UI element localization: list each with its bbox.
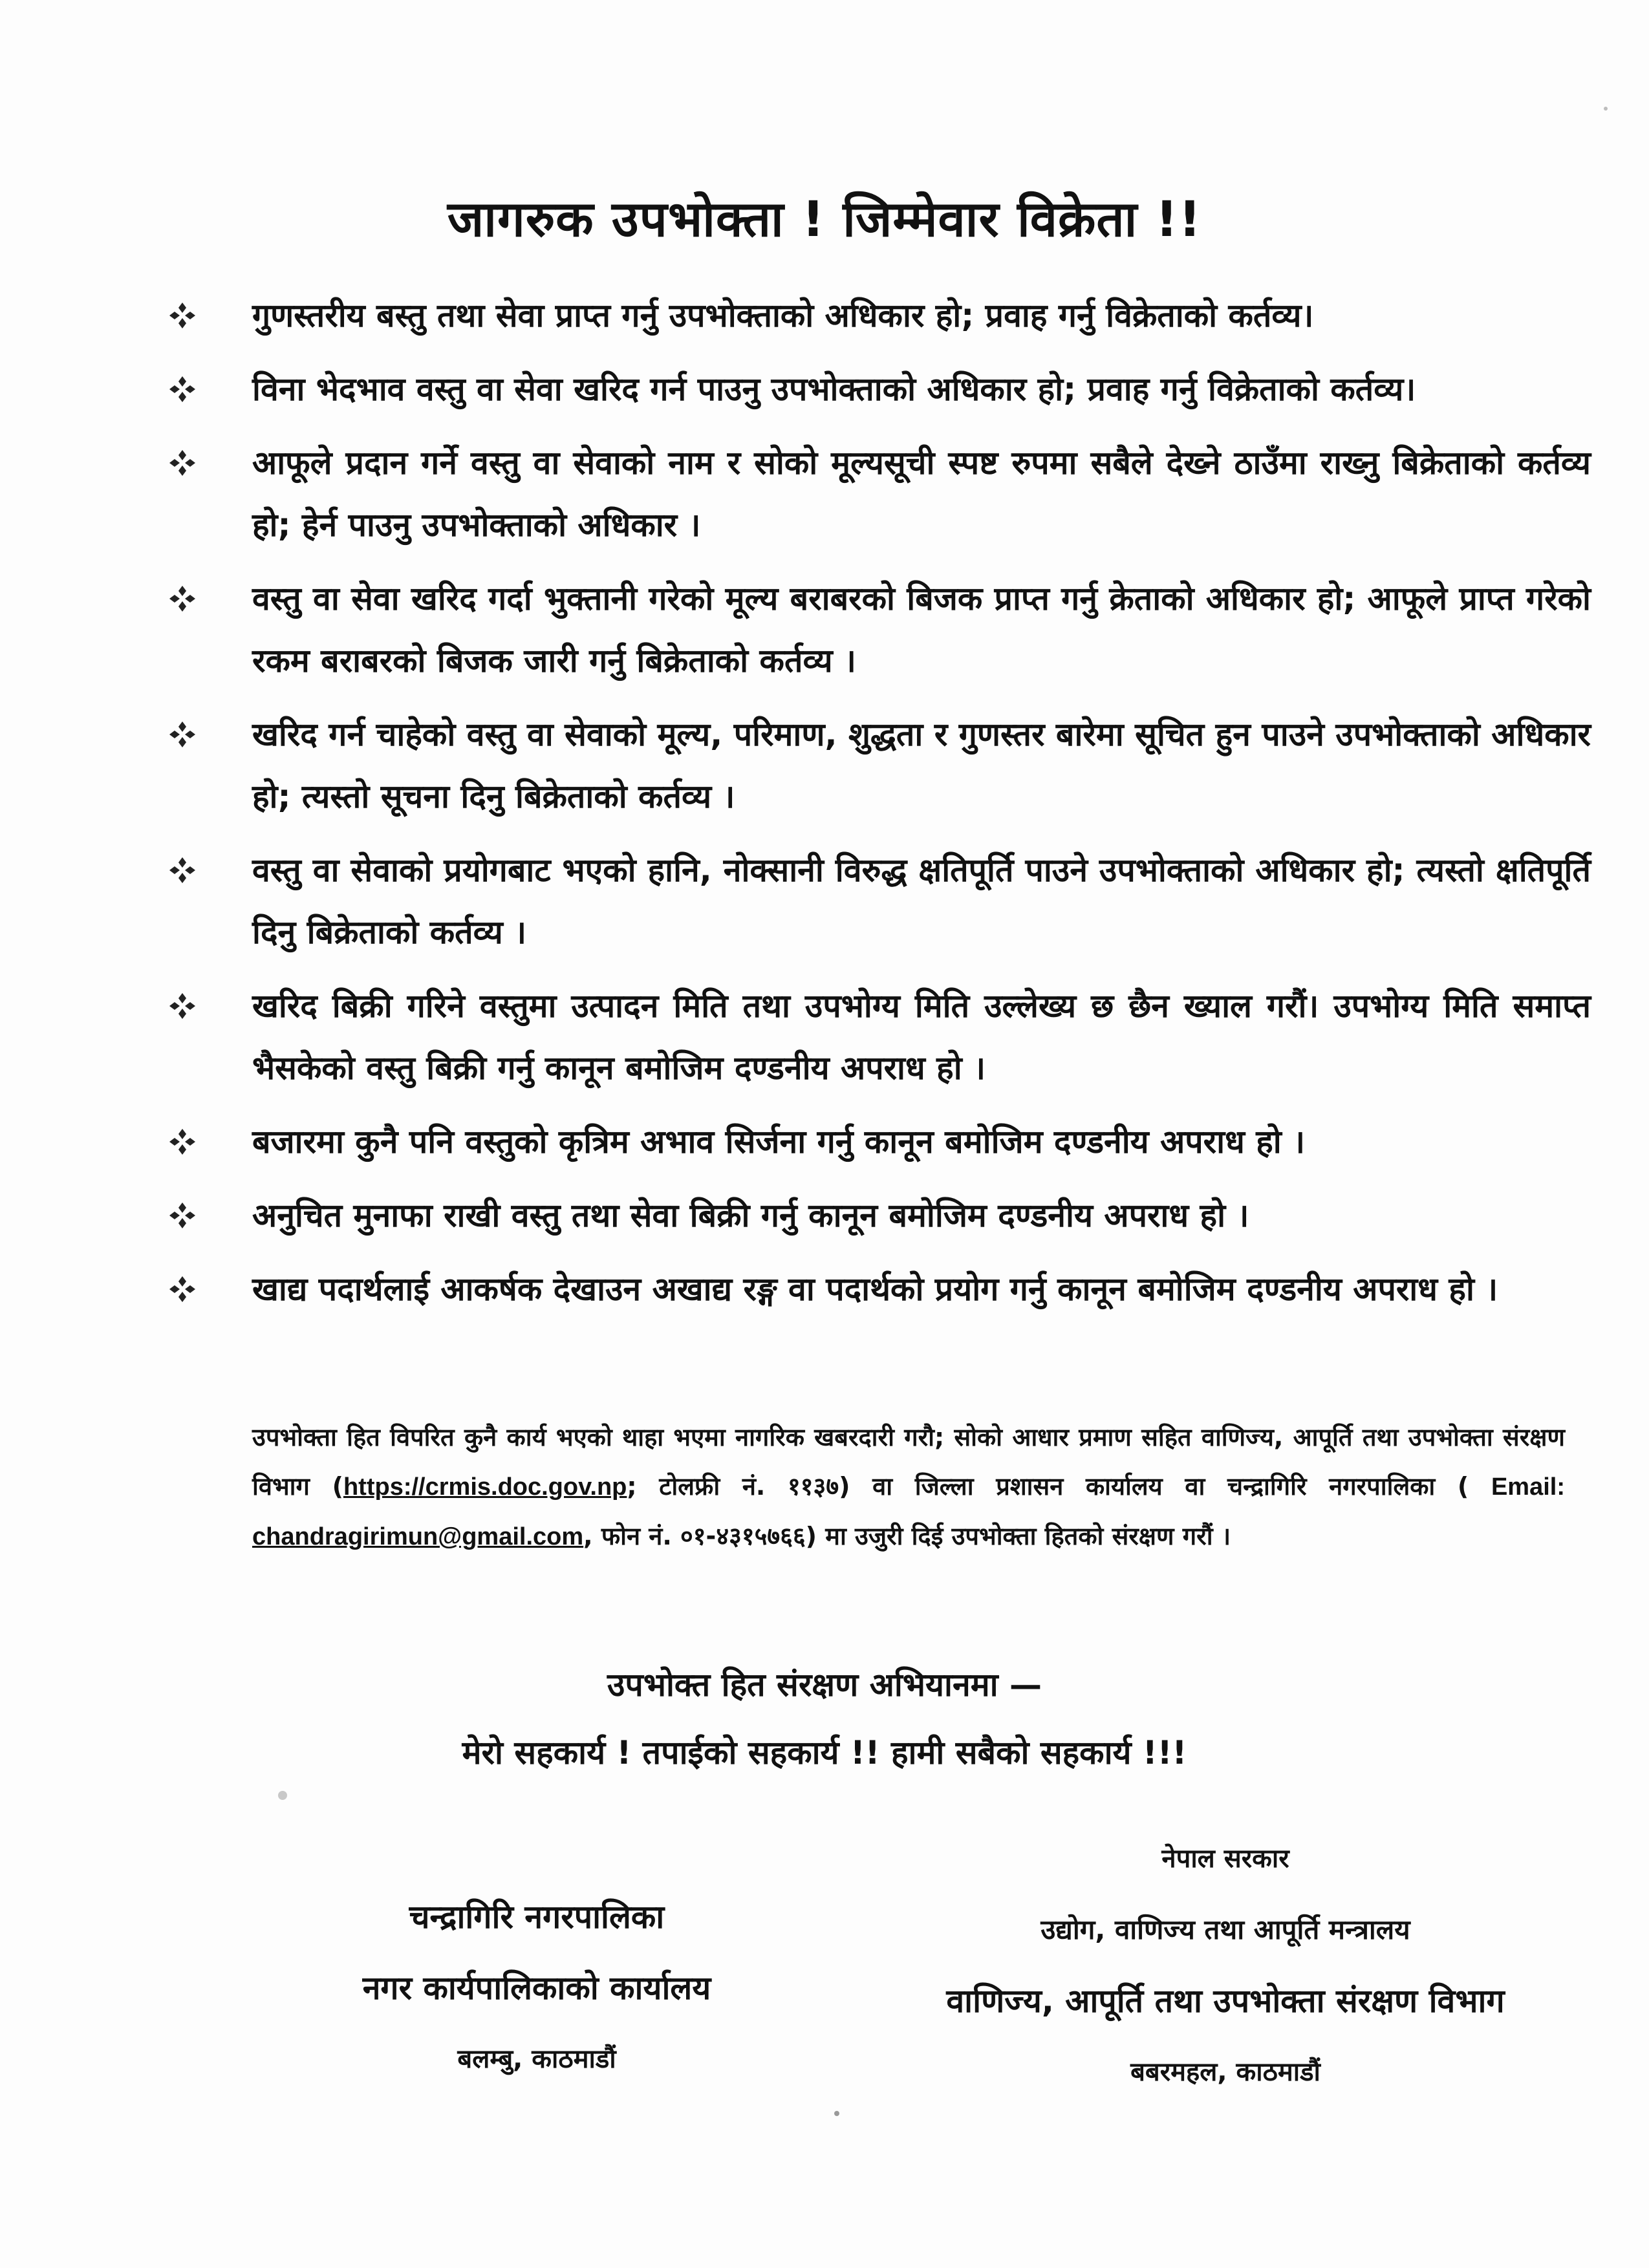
email-link[interactable]: chandragirimun@gmail.com [252,1523,584,1550]
diamond-dots-icon [168,720,197,749]
list-item [168,975,1591,1099]
diamond-dots-icon [168,1128,197,1156]
ministry-name: उद्योग, वाणिज्य तथा आपूर्ति मन्त्रालय [1040,1914,1410,1945]
website-link[interactable]: https://crmis.doc.gov.np [343,1473,627,1501]
list-item-text: आफूले प्रदान गर्ने वस्तु वा सेवाको नाम र सोको मूल्यसूची स्पष्ट रुपमा सबैले देख्ने ठाउँमा राख्नु बिक्रेताको कर्तव्य हो; हेर्न पाउनु उपभोक्ताको अधिकार । [252,444,1591,544]
scan-speck [834,2111,839,2116]
diamond-dots-icon [168,1201,197,1230]
list-item [168,1111,1591,1173]
list-item-text: वस्तु वा सेवा खरिद गर्दा भुक्तानी गरेको मूल्य बराबरको बिजक प्राप्त गर्नु क्रेताको अधिकार हो; आफूले प्राप्त गरेको रकम बराबरको बिजक जारी गर्नु बिक्रेताको कर्तव्य । [252,580,1591,679]
complaint-notice [252,1413,1565,1561]
list-item [168,1258,1591,1320]
diamond-dots-icon [168,992,197,1020]
diamond-dots-icon [168,856,197,884]
list-item-text: खरिद गर्न चाहेको वस्तु वा सेवाको मूल्य, परिमाण, शुद्धता र गुणस्तर बारेमा सूचित हुन पाउने उपभोक्ताको अधिकार हो; त्यस्तो सूचना दिनु बिक्रेताको कर्तव्य । [252,716,1591,815]
notice-text-2: ; टोलफ्री नं. ११३७) वा जिल्ला प्रशासन कार्यालय वा चन्द्रागिरि नगरपालिका ( [627,1472,1491,1501]
email-label: Email: [1491,1473,1565,1501]
list-item-text: बजारमा कुनै पनि वस्तुको कृत्रिम अभाव सिर्जना गर्नु कानून बमोजिम दण्डनीय अपराध हो । [252,1123,1306,1161]
diamond-dots-icon [168,1275,197,1303]
department-name: वाणिज्य, आपूर्ति तथा उपभोक्ता संरक्षण विभाग [946,1982,1505,2020]
list-item [168,432,1591,556]
list-item [168,703,1591,828]
rights-duties-list [168,284,1591,1332]
list-item [168,358,1591,420]
municipality-address: बलम्बु, काठमाडौं [457,2044,616,2074]
list-item-text: विना भेदभाव वस्तु वा सेवा खरिद गर्न पाउनु उपभोक्ताको अधिकार हो; प्रवाह गर्नु विक्रेताको कर्तव्य। [252,370,1416,408]
list-item [168,284,1591,347]
diamond-dots-icon [168,584,197,613]
diamond-dots-icon [168,449,197,477]
department-address: बबरमहल, काठमाडौं [1130,2057,1320,2087]
list-item-text: वस्तु वा सेवाको प्रयोगबाट भएको हानि, नोक्सानी विरुद्ध क्षतिपूर्ति पाउने उपभोक्ताको अधिकार हो; त्यस्तो क्षतिपूर्ति दिनु बिक्रेताको कर्तव्य । [252,851,1591,951]
slogan-line-2: मेरो सहकार्य ! तपाईको सहकार्य !! हामी सबैको सहकार्य !!! [462,1734,1187,1771]
scan-speck [278,1791,287,1800]
list-item [168,839,1591,963]
list-item-text: अनुचित मुनाफा राखी वस्तु तथा सेवा बिक्री गर्नु कानून बमोजिम दण्डनीय अपराध हो । [252,1197,1249,1234]
municipality-name: चन्द्रागिरि नगरपालिका [409,1898,665,1936]
list-item-text: खरिद बिक्री गरिने वस्तुमा उत्पादन मिति तथा उपभोग्य मिति उल्लेख्य छ छैन ख्याल गरौं। उपभोग्य मिति समाप्त भैसकेको वस्तु बिक्री गर्नु कानून बमोजिम दण्डनीय अपराध हो । [252,987,1591,1087]
notice-text-3: , फोन नं. ०१-४३१५७६६) मा उजुरी दिई उपभोक्ता हितको संरक्षण गरौं । [583,1522,1231,1550]
page-title: जागरुक उपभोक्ता ! जिम्मेवार विक्रेता !! [447,190,1202,248]
list-item-text: गुणस्तरीय बस्तु तथा सेवा प्राप्त गर्नु उपभोक्ताको अधिकार हो; प्रवाह गर्नु विक्रेताको कर्तव्य। [252,297,1314,334]
list-item-text: खाद्य पदार्थलाई आकर्षक देखाउन अखाद्य रङ्ग वा पदार्थको प्रयोग गर्नु कानून बमोजिम दण्डनीय अपराध हो । [252,1270,1498,1308]
slogan-line-1: उपभोक्त हित संरक्षण अभियानमा — [607,1666,1042,1704]
notice-text-1: उपभोक्ता हित विपरित कुनै कार्य भएको थाहा भएमा नागरिक खबरदारी गरौ; सोको आधार प्रमाण सहित वाणिज्य, आपूर्ति तथा उपभोक्ता संरक्षण विभाग ( [252,1423,1565,1501]
diamond-dots-icon [168,375,197,403]
list-item [168,1184,1591,1246]
government-name: नेपाल सरकार [1161,1844,1289,1874]
scan-speck [1604,107,1608,111]
diamond-dots-icon [168,301,197,330]
signatory-municipality [213,1881,860,2095]
signatory-department [854,1823,1597,2108]
municipality-office: नगर कार्यपालिकाको कार्यालय [362,1969,711,2007]
list-item [168,568,1591,692]
